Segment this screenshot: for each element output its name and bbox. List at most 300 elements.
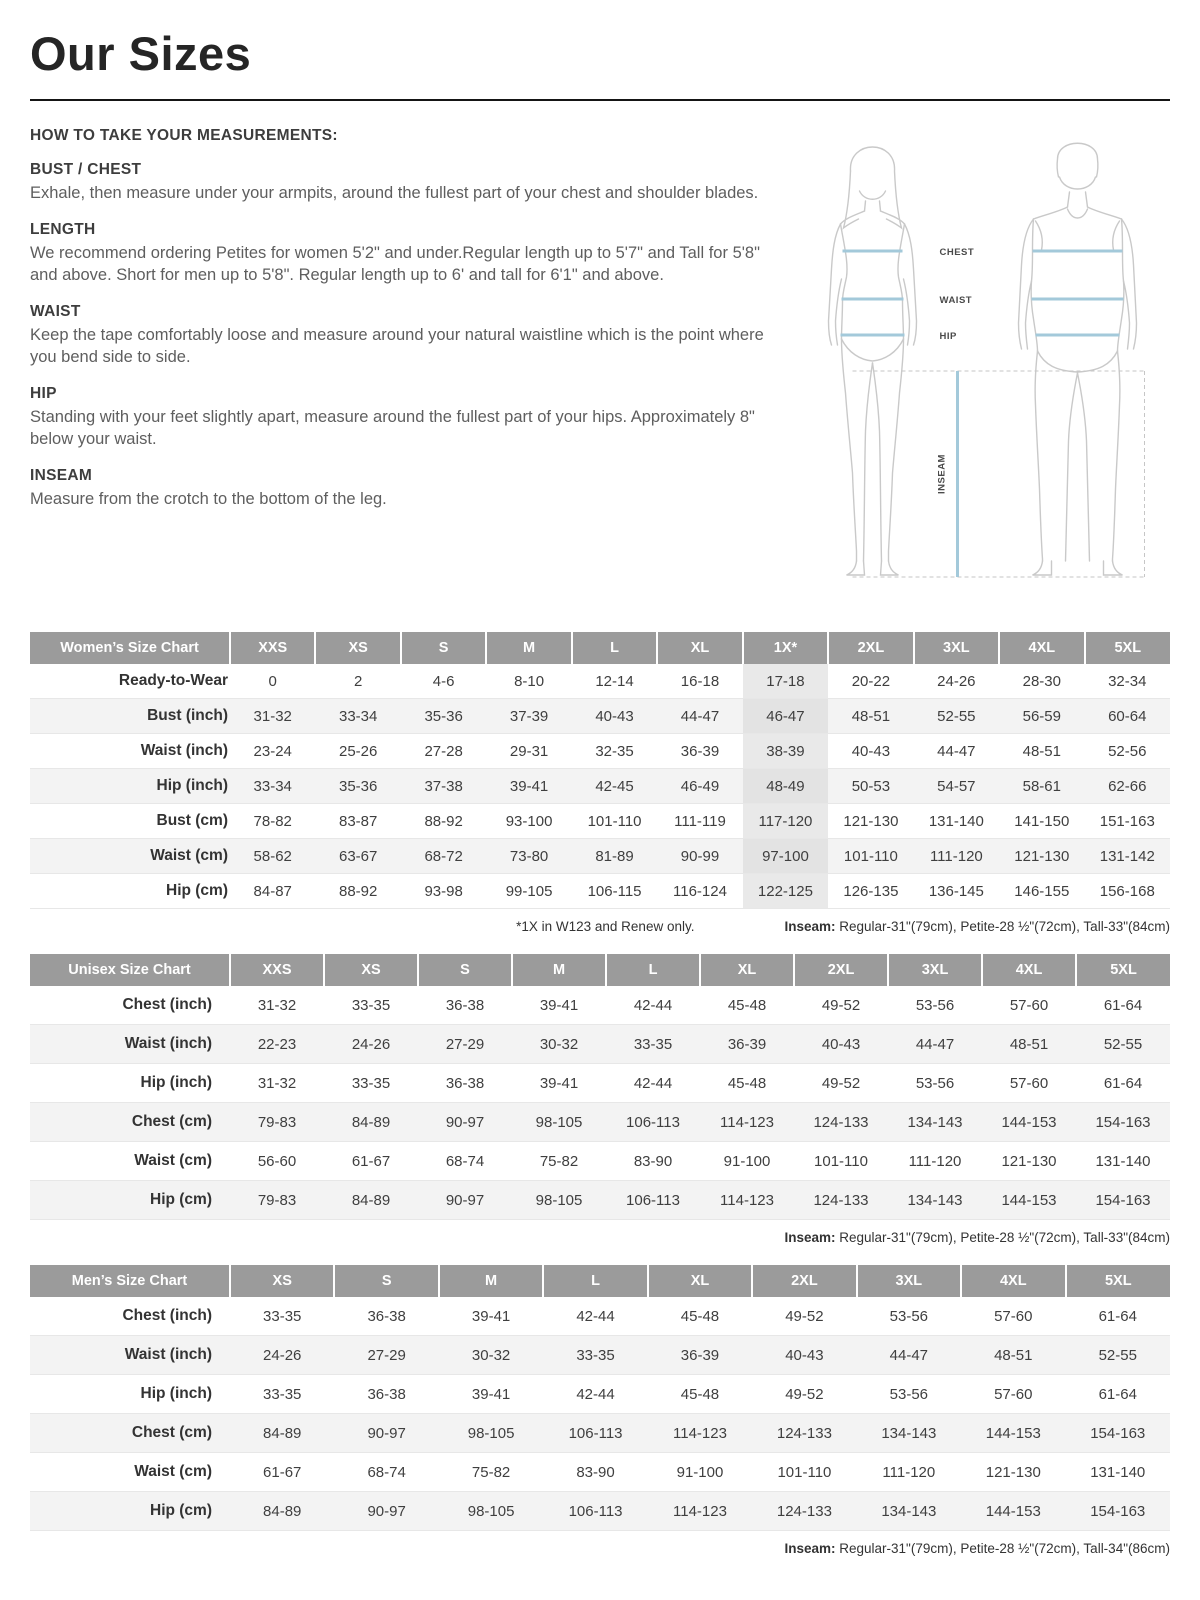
instruction-section — [30, 467, 765, 511]
cell-value: 79-83 — [257, 1113, 297, 1131]
cell-value: 36-38 — [445, 996, 485, 1014]
cell-value: 48-49 — [743, 769, 828, 804]
column-header: L — [606, 954, 700, 986]
cell-value: 48-51 — [851, 707, 891, 725]
cell-value: 144-153 — [985, 1502, 1041, 1520]
cell-value: 98-105 — [535, 1191, 583, 1209]
instruction-section — [30, 385, 765, 451]
column-header: 5XL — [1066, 1265, 1171, 1297]
column-header: XXS — [230, 954, 324, 986]
man-torso-right — [1118, 219, 1124, 351]
cell-value: 42-45 — [595, 777, 634, 795]
cell-value: 28-30 — [1022, 672, 1061, 690]
cell-value: 37-38 — [424, 777, 463, 795]
cell-value: 24-26 — [937, 672, 976, 690]
man-leg-left-outer — [1035, 351, 1042, 561]
man-hip-line — [1038, 351, 1118, 372]
instruction-body: We recommend ordering Petites for women 5'2" and under.Regular length up to 5'7" and Tall for 5'8" and above. Short for men up to 5'8". Regular length up to 6' and tall for 6'1" and above. — [30, 243, 760, 284]
cell-value: 8-10 — [514, 672, 545, 690]
cell-value: 68-74 — [445, 1152, 485, 1170]
cell-value: 36-39 — [680, 1346, 720, 1364]
cell-value: 35-36 — [424, 707, 463, 725]
table-title: Men’s Size Chart — [30, 1265, 230, 1297]
cell-value: 58-62 — [253, 847, 292, 865]
cell-value: 81-89 — [595, 847, 634, 865]
cell-value: 33-35 — [576, 1346, 615, 1364]
womens-size-table — [30, 632, 1170, 909]
cell-value: 56-59 — [1022, 707, 1061, 725]
cell-value: 146-155 — [1014, 882, 1070, 900]
cell-value: 45-48 — [727, 1074, 767, 1092]
table-row — [30, 1103, 1170, 1142]
man-torso-left — [1031, 219, 1037, 351]
cell-value: 154-163 — [1095, 1191, 1151, 1209]
cell-value: 33-34 — [338, 707, 378, 725]
inseam-note-label: Inseam: — [784, 919, 836, 934]
cell-value: 36-39 — [680, 742, 720, 760]
cell-value: 62-66 — [1108, 777, 1147, 795]
cell-value: 99-105 — [505, 882, 553, 900]
cell-value: 53-56 — [915, 996, 955, 1014]
cell-value: 56-60 — [257, 1152, 297, 1170]
man-hair — [1057, 143, 1098, 177]
cell-value: 84-89 — [263, 1502, 302, 1520]
cell-value: 114-123 — [720, 1191, 774, 1209]
cell-value: 61-64 — [1103, 1074, 1143, 1092]
instruction-sections — [30, 161, 765, 511]
cell-value: 114-123 — [673, 1502, 727, 1520]
cell-value: 106-113 — [626, 1113, 680, 1131]
cell-value: 131-142 — [1099, 847, 1155, 865]
column-header: S — [334, 1265, 438, 1297]
instruction-heading: BUST / CHEST — [30, 161, 142, 178]
cell-value: 84-89 — [263, 1424, 302, 1442]
cell-value: 24-26 — [263, 1346, 302, 1364]
cell-value: 40-43 — [851, 742, 891, 760]
cell-value: 75-82 — [539, 1152, 579, 1170]
instruction-body: Keep the tape comfortably loose and measure around your natural waistline which is the point where you bend side to side. — [30, 325, 764, 366]
cell-value: 61-67 — [351, 1152, 391, 1170]
man-foot-right — [1104, 561, 1123, 575]
column-header: L — [572, 632, 657, 664]
woman-neck — [865, 201, 881, 211]
instruction-section — [30, 161, 765, 205]
header-row — [30, 1265, 1170, 1297]
cell-value: 27-28 — [424, 742, 463, 760]
row-label: Hip (cm) — [166, 882, 228, 899]
woman-arm-left-outer — [829, 224, 841, 345]
cell-value: 90-97 — [445, 1113, 485, 1131]
table-row — [30, 1492, 1170, 1531]
cell-value: 45-48 — [727, 996, 767, 1014]
cell-value: 97-100 — [743, 839, 828, 874]
cell-value: 31-32 — [257, 996, 297, 1014]
inseam-note-label: Inseam: — [784, 1230, 836, 1245]
table-row — [30, 1375, 1170, 1414]
cell-value: 124-133 — [776, 1502, 832, 1520]
cell-value: 35-36 — [338, 777, 378, 795]
column-header: XL — [657, 632, 742, 664]
cell-value: 52-55 — [1098, 1346, 1137, 1364]
inseam-note-text: Regular-31"(79cm), Petite-28 ½"(72cm), Tall-34"(86cm) — [835, 1541, 1170, 1556]
column-header: XS — [230, 1265, 334, 1297]
cell-value: 38-39 — [743, 734, 828, 769]
cell-value: 36-38 — [445, 1074, 485, 1092]
cell-value: 57-60 — [994, 1385, 1033, 1403]
cell-value: 124-133 — [813, 1191, 869, 1209]
cell-value: 101-110 — [843, 847, 898, 865]
table-row — [30, 874, 1170, 909]
table-row — [30, 1414, 1170, 1453]
row-label: Hip (inch) — [140, 1074, 212, 1091]
cell-value: 32-34 — [1108, 672, 1147, 690]
cell-value: 31-32 — [257, 1074, 297, 1092]
inseam-note — [784, 919, 1170, 934]
cell-value: 44-47 — [937, 742, 976, 760]
cell-value: 27-29 — [445, 1035, 485, 1053]
woman-leg-right-outer — [889, 339, 904, 561]
title-divider — [30, 99, 1170, 101]
cell-value: 111-120 — [882, 1463, 936, 1481]
column-header: XXS — [230, 632, 315, 664]
inseam-label: INSEAM — [936, 454, 948, 494]
cell-value: 52-56 — [1108, 742, 1147, 760]
inseam-note-label: Inseam: — [784, 1541, 836, 1556]
cell-value: 101-110 — [587, 812, 642, 830]
table-row — [30, 1453, 1170, 1492]
cell-value: 57-60 — [1009, 1074, 1049, 1092]
row-label: Waist (cm) — [134, 1463, 212, 1480]
body-figures-illustration — [790, 129, 1170, 599]
cell-value: 121-130 — [843, 812, 899, 830]
row-label: Bust (cm) — [156, 812, 228, 829]
cell-value: 134-143 — [907, 1191, 963, 1209]
table-footnotes — [30, 1230, 1170, 1245]
cell-value: 117-120 — [743, 804, 828, 839]
row-label: Waist (cm) — [134, 1152, 212, 1169]
column-header: 4XL — [982, 954, 1076, 986]
row-label: Waist (inch) — [124, 1346, 212, 1363]
cell-value: 52-55 — [1103, 1035, 1143, 1053]
cell-value: 63-67 — [338, 847, 378, 865]
cell-value: 50-53 — [851, 777, 891, 795]
cell-value: 17-18 — [743, 664, 828, 699]
waist-label: WAIST — [939, 295, 973, 306]
woman-leg-right-inner — [873, 363, 882, 561]
cell-value: 49-52 — [821, 996, 861, 1014]
table-row — [30, 1181, 1170, 1220]
cell-value: 48-51 — [994, 1346, 1033, 1364]
table-row — [30, 1025, 1170, 1064]
cell-value: 84-87 — [253, 882, 292, 900]
column-header: XL — [648, 1265, 752, 1297]
cell-value: 111-120 — [908, 1152, 962, 1170]
cell-value: 58-61 — [1022, 777, 1061, 795]
row-label: Chest (cm) — [131, 1113, 212, 1130]
cell-value: 36-38 — [367, 1307, 406, 1325]
cell-value: 22-23 — [257, 1035, 297, 1053]
inseam-note — [784, 1230, 1170, 1245]
cell-value: 37-39 — [509, 707, 549, 725]
cell-value: 124-133 — [813, 1113, 869, 1131]
man-jaw — [1060, 177, 1096, 189]
column-header: S — [418, 954, 512, 986]
column-header: 3XL — [888, 954, 982, 986]
woman-hair-right — [850, 147, 901, 228]
cell-value: 90-97 — [367, 1502, 406, 1520]
man-neck — [1068, 192, 1088, 207]
header-row — [30, 954, 1170, 986]
cell-value: 40-43 — [595, 707, 634, 725]
man-leg-right-inner — [1078, 373, 1090, 561]
cell-value: 42-44 — [576, 1307, 615, 1325]
column-header: M — [512, 954, 606, 986]
column-header: 2XL — [794, 954, 888, 986]
cell-value: 144-153 — [1001, 1191, 1057, 1209]
cell-value: 121-130 — [985, 1463, 1041, 1481]
table-row — [30, 1297, 1170, 1336]
instruction-body: Measure from the crotch to the bottom of the leg. — [30, 489, 387, 508]
cell-value: 68-72 — [424, 847, 463, 865]
column-header: XS — [315, 632, 400, 664]
instruction-section — [30, 303, 765, 369]
cell-value: 61-64 — [1098, 1385, 1137, 1403]
cell-value: 83-90 — [633, 1152, 673, 1170]
cell-value: 124-133 — [776, 1424, 832, 1442]
man-tank-armholes — [1036, 221, 1120, 250]
cell-value: 101-110 — [814, 1152, 868, 1170]
column-header: 4XL — [999, 632, 1084, 664]
table-row — [30, 664, 1170, 699]
cell-value: 111-119 — [674, 812, 726, 830]
table-footnotes — [30, 1541, 1170, 1556]
table-row — [30, 986, 1170, 1025]
cell-value: 156-168 — [1099, 882, 1155, 900]
cell-value: 33-35 — [263, 1307, 302, 1325]
column-header: M — [439, 1265, 543, 1297]
cell-value: 33-35 — [351, 1074, 391, 1092]
column-header: L — [543, 1265, 647, 1297]
cell-value: 90-99 — [680, 847, 720, 865]
row-label: Chest (inch) — [122, 1307, 212, 1324]
row-label: Waist (inch) — [140, 742, 228, 759]
cell-value: 46-49 — [680, 777, 720, 795]
inseam-note-text: Regular-31"(79cm), Petite-28 ½"(72cm), Tall-33"(84cm) — [835, 1230, 1170, 1245]
cell-value: 88-92 — [424, 812, 463, 830]
cell-value: 36-38 — [367, 1385, 406, 1403]
cell-value: 154-163 — [1095, 1113, 1151, 1131]
cell-value: 40-43 — [785, 1346, 824, 1364]
instructions-heading: HOW TO TAKE YOUR MEASUREMENTS: — [30, 127, 338, 144]
column-header: XL — [700, 954, 794, 986]
cell-value: 84-89 — [351, 1113, 391, 1131]
cell-value: 126-135 — [843, 882, 899, 900]
cell-value: 40-43 — [821, 1035, 861, 1053]
row-label: Ready-to-Wear — [118, 672, 228, 689]
cell-value: 49-52 — [785, 1307, 824, 1325]
measurement-instructions — [30, 127, 765, 604]
cell-value: 33-34 — [253, 777, 292, 795]
cell-value: 33-35 — [633, 1035, 673, 1053]
cell-value: 52-55 — [937, 707, 976, 725]
cell-value: 25-26 — [338, 742, 378, 760]
table-title: Unisex Size Chart — [30, 954, 230, 986]
row-label: Bust (inch) — [147, 707, 228, 724]
cell-value: 90-97 — [367, 1424, 406, 1442]
top-section — [30, 127, 1170, 604]
cell-value: 151-163 — [1099, 812, 1155, 830]
row-label: Hip (inch) — [156, 777, 228, 794]
table-row — [30, 1142, 1170, 1181]
table-row — [30, 1064, 1170, 1103]
cell-value: 33-35 — [263, 1385, 302, 1403]
cell-value: 45-48 — [680, 1307, 720, 1325]
woman-hip-line — [842, 339, 904, 361]
size-table-block-womens — [30, 632, 1170, 934]
column-header: 4XL — [961, 1265, 1065, 1297]
cell-value: 4-6 — [432, 672, 455, 690]
inseam-note — [784, 1541, 1170, 1556]
cell-value: 42-44 — [633, 1074, 673, 1092]
cell-value: 75-82 — [471, 1463, 511, 1481]
cell-value: 73-80 — [509, 847, 549, 865]
cell-value: 30-32 — [539, 1035, 579, 1053]
table-row — [30, 734, 1170, 769]
cell-value: 49-52 — [821, 1074, 861, 1092]
cell-value: 53-56 — [889, 1307, 929, 1325]
cell-value: 48-51 — [1022, 742, 1061, 760]
cell-value: 93-100 — [505, 812, 553, 830]
cell-value: 106-113 — [626, 1191, 680, 1209]
unisex-size-table — [30, 954, 1170, 1220]
inseam-note-text: Regular-31"(79cm), Petite-28 ½"(72cm), Tall-33"(84cm) — [835, 919, 1170, 934]
cell-value: 61-67 — [263, 1463, 302, 1481]
column-header: M — [486, 632, 571, 664]
woman-jaw — [860, 191, 886, 199]
cell-value: 39-41 — [509, 777, 549, 795]
cell-value: 57-60 — [994, 1307, 1033, 1325]
column-header: 5XL — [1085, 632, 1170, 664]
cell-value: 90-97 — [445, 1191, 485, 1209]
cell-value: 101-110 — [777, 1463, 832, 1481]
woman-foot-left — [847, 561, 865, 575]
cell-value: 68-74 — [367, 1463, 406, 1481]
cell-value: 49-52 — [785, 1385, 824, 1403]
cell-value: 83-90 — [576, 1463, 615, 1481]
man-shoulders — [1034, 207, 1122, 219]
woman-leg-left-inner — [864, 363, 873, 561]
header-row — [30, 632, 1170, 664]
column-header: 5XL — [1076, 954, 1170, 986]
size-table-block-unisex — [30, 954, 1170, 1245]
cell-value: 31-32 — [253, 707, 292, 725]
cell-value: 79-83 — [257, 1191, 297, 1209]
column-header: 1X* — [743, 632, 828, 664]
cell-value: 53-56 — [889, 1385, 929, 1403]
cell-value: 42-44 — [633, 996, 673, 1014]
cell-value: 114-123 — [673, 1424, 727, 1442]
table-row — [30, 699, 1170, 734]
chest-label: CHEST — [939, 247, 975, 258]
cell-value: 134-143 — [881, 1424, 937, 1442]
cell-value: 54-57 — [937, 777, 976, 795]
cell-value: 12-14 — [595, 672, 634, 690]
cell-value: 78-82 — [253, 812, 292, 830]
cell-value: 154-163 — [1090, 1424, 1146, 1442]
cell-value: 30-32 — [471, 1346, 511, 1364]
cell-value: 88-92 — [338, 882, 378, 900]
cell-value: 122-125 — [743, 874, 828, 909]
cell-value: 141-150 — [1014, 812, 1070, 830]
measurement-diagram — [790, 129, 1170, 604]
cell-value: 29-31 — [509, 742, 549, 760]
column-header: XS — [324, 954, 418, 986]
column-header: S — [401, 632, 486, 664]
cell-value: 114-123 — [720, 1113, 774, 1131]
cell-value: 27-29 — [367, 1346, 406, 1364]
cell-value: 39-41 — [471, 1307, 511, 1325]
cell-value: 91-100 — [723, 1152, 771, 1170]
cell-value: 131-140 — [1095, 1152, 1151, 1170]
row-label: Waist (cm) — [150, 847, 228, 864]
cell-value: 136-145 — [928, 882, 984, 900]
instruction-heading: LENGTH — [30, 220, 96, 238]
cell-value: 24-26 — [351, 1035, 391, 1053]
cell-value: 116-124 — [673, 882, 727, 900]
cell-value: 111-120 — [929, 847, 983, 865]
size-tables — [30, 632, 1170, 1556]
woman-leg-left-outer — [842, 339, 857, 561]
table-row — [30, 1336, 1170, 1375]
cell-value: 91-100 — [676, 1463, 724, 1481]
hip-label: HIP — [939, 331, 957, 342]
cell-value: 61-64 — [1098, 1307, 1137, 1325]
footnote-asterisk: *1X in W123 and Renew only. — [516, 919, 695, 934]
cell-value: 154-163 — [1090, 1502, 1146, 1520]
man-tank-neckline — [1068, 209, 1088, 218]
instruction-heading: WAIST — [30, 302, 81, 320]
mens-size-table — [30, 1265, 1170, 1531]
cell-value: 44-47 — [915, 1035, 955, 1053]
instruction-body: Standing with your feet slightly apart, measure around the fullest part of your hips. Approximately 8" below your waist. — [30, 407, 755, 448]
cell-value: 23-24 — [253, 742, 292, 760]
cell-value: 131-140 — [928, 812, 984, 830]
cell-value: 16-18 — [680, 672, 720, 690]
cell-value: 144-153 — [1001, 1113, 1057, 1131]
cell-value: 44-47 — [889, 1346, 929, 1364]
cell-value: 134-143 — [881, 1502, 937, 1520]
column-header: 2XL — [752, 1265, 856, 1297]
man-leg-right-outer — [1113, 351, 1120, 561]
man-leg-left-inner — [1066, 373, 1078, 561]
cell-value: 121-130 — [1014, 847, 1070, 865]
cell-value: 0 — [268, 672, 277, 690]
cell-value: 98-105 — [467, 1424, 515, 1442]
page-title: Our Sizes — [30, 27, 252, 80]
cell-value: 106-113 — [568, 1424, 623, 1442]
cell-value: 84-89 — [351, 1191, 391, 1209]
table-row — [30, 804, 1170, 839]
woman-foot-right — [881, 561, 899, 575]
cell-value: 57-60 — [1009, 996, 1049, 1014]
cell-value: 44-47 — [680, 707, 720, 725]
cell-value: 20-22 — [851, 672, 891, 690]
man-foot-left — [1033, 561, 1052, 575]
cell-value: 98-105 — [467, 1502, 515, 1520]
cell-value: 93-98 — [424, 882, 463, 900]
cell-value: 61-64 — [1103, 996, 1143, 1014]
column-header: 2XL — [828, 632, 913, 664]
